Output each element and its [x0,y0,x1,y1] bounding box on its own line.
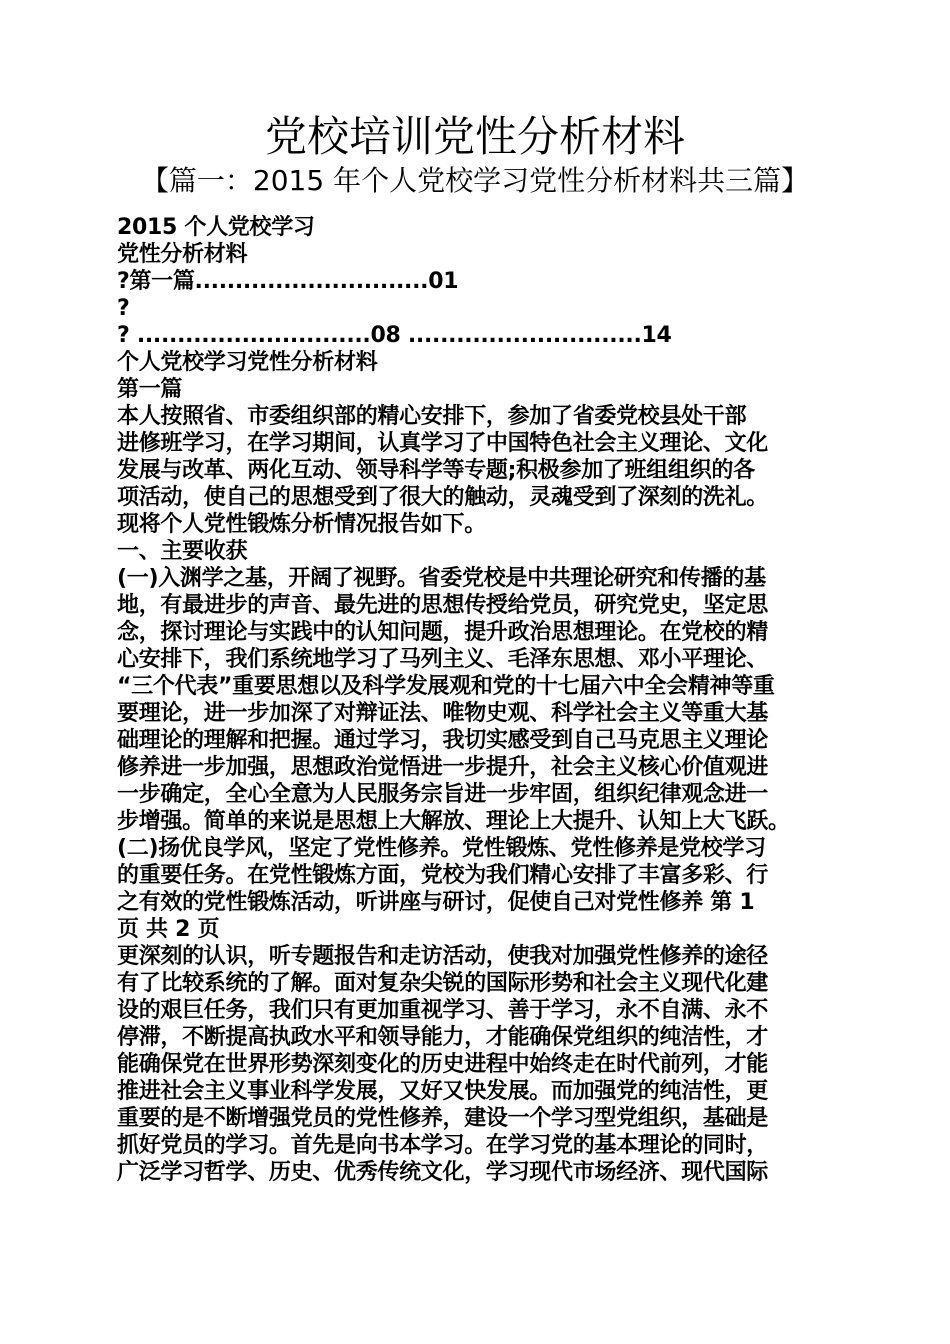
text-line: 步增强。简单的来说是思想上大解放、理论上大提升、认知上大飞跃。 [117,809,790,834]
text-line: 修养进一步加强，思想政治觉悟进一步提升，社会主义核心价值观进 [117,755,769,780]
text-line: 推进社会主义事业科学发展，又好又快发展。而加强党的纯洁性，更 [117,1079,769,1104]
text-line: 发展与改革、两化互动、领导科学等专题;积极参加了班组组织的各 [117,458,755,483]
text-line: 的重要任务。在党性锻炼方面，党校为我们精心安排了丰富多彩、行 [117,863,769,888]
text-line: 页 共 2 页 [117,917,220,942]
text-line: 设的艰巨任务，我们只有更加重视学习、善于学习，永不自满、永不 [117,998,769,1023]
text-line: (一)入渊学之基，开阔了视野。省委党校是中共理论研究和传播的基 [117,566,766,591]
text-line: 心安排下，我们系统地学习了马列主义、毛泽东思想、邓小平理论、 [117,647,769,672]
text-line: 础理论的理解和把握。通过学习，我切实感受到自己马克思主义理论 [117,728,769,753]
text-line: 能确保党在世界形势深刻变化的历史进程中始终走在时代前列，才能 [117,1052,769,1077]
text-line: 现将个人党性锻炼分析情况报告如下。 [117,512,486,537]
text-line: 一、主要收获 [117,539,248,564]
text-line: 要理论，进一步加深了对辩证法、唯物史观、科学社会主义等重大基 [117,701,769,726]
text-line: ? .............................08 .............................14 [117,323,672,348]
text-line: 停滞，不断提高执政水平和领导能力，才能确保党组织的纯洁性，才 [117,1025,769,1050]
text-line: (二)扬优良学风，坚定了党性修养。党性锻炼、党性修养是党校学习 [117,836,766,861]
text-line: 项活动，使自己的思想受到了很大的触动，灵魂受到了深刻的洗礼。 [117,485,769,510]
text-line: 更深刻的认识，听专题报告和走访活动，使我对加强党性修养的途径 [117,944,769,969]
text-line: ?第一篇.............................01 [117,269,459,294]
text-line: 本人按照省、市委组织部的精心安排下，参加了省委党校县处干部 [117,404,747,429]
text-line: 2015 个人党校学习 [117,215,315,240]
text-line: 之有效的党性锻炼活动，听讲座与研讨，促使自己对党性修养 第 1 [117,890,755,915]
text-line: 一步确定，全心全意为人民服务宗旨进一步牢固，组织纪律观念进一 [117,782,769,807]
text-line: 个人党校学习党性分析材料 [117,350,378,375]
text-line: ? [117,296,130,321]
text-line: 地，有最进步的声音、最先进的思想传授给党员，研究党史，坚定思 [117,593,769,618]
text-line: “三个代表”重要思想以及科学发展观和党的十七届六中全会精神等重 [117,674,775,699]
text-line: 广泛学习哲学、历史、优秀传统文化，学习现代市场经济、现代国际 [117,1160,769,1185]
text-line: 有了比较系统的了解。面对复杂尖锐的国际形势和社会主义现代化建 [117,971,769,996]
text-line: 第一篇 [117,377,183,402]
text-line: 重要的是不断增强党员的党性修养，建设一个学习型党组织，基础是 [117,1106,769,1131]
text-line: 抓好党员的学习。首先是向书本学习。在学习党的基本理论的同时， [117,1133,769,1158]
text-line: 党性分析材料 [117,242,248,267]
text-line: 进修班学习，在学习期间，认真学习了中国特色社会主义理论、文化 [117,431,769,456]
text-line: 念，探讨理论与实践中的认知问题，提升政治思想理论。在党校的精 [117,620,769,645]
document-subtitle: 【篇一：2015 年个人党校学习党性分析材料共三篇】 [140,164,810,197]
document-title: 党校培训党性分析材料 [264,112,685,161]
document-body [117,214,847,1186]
